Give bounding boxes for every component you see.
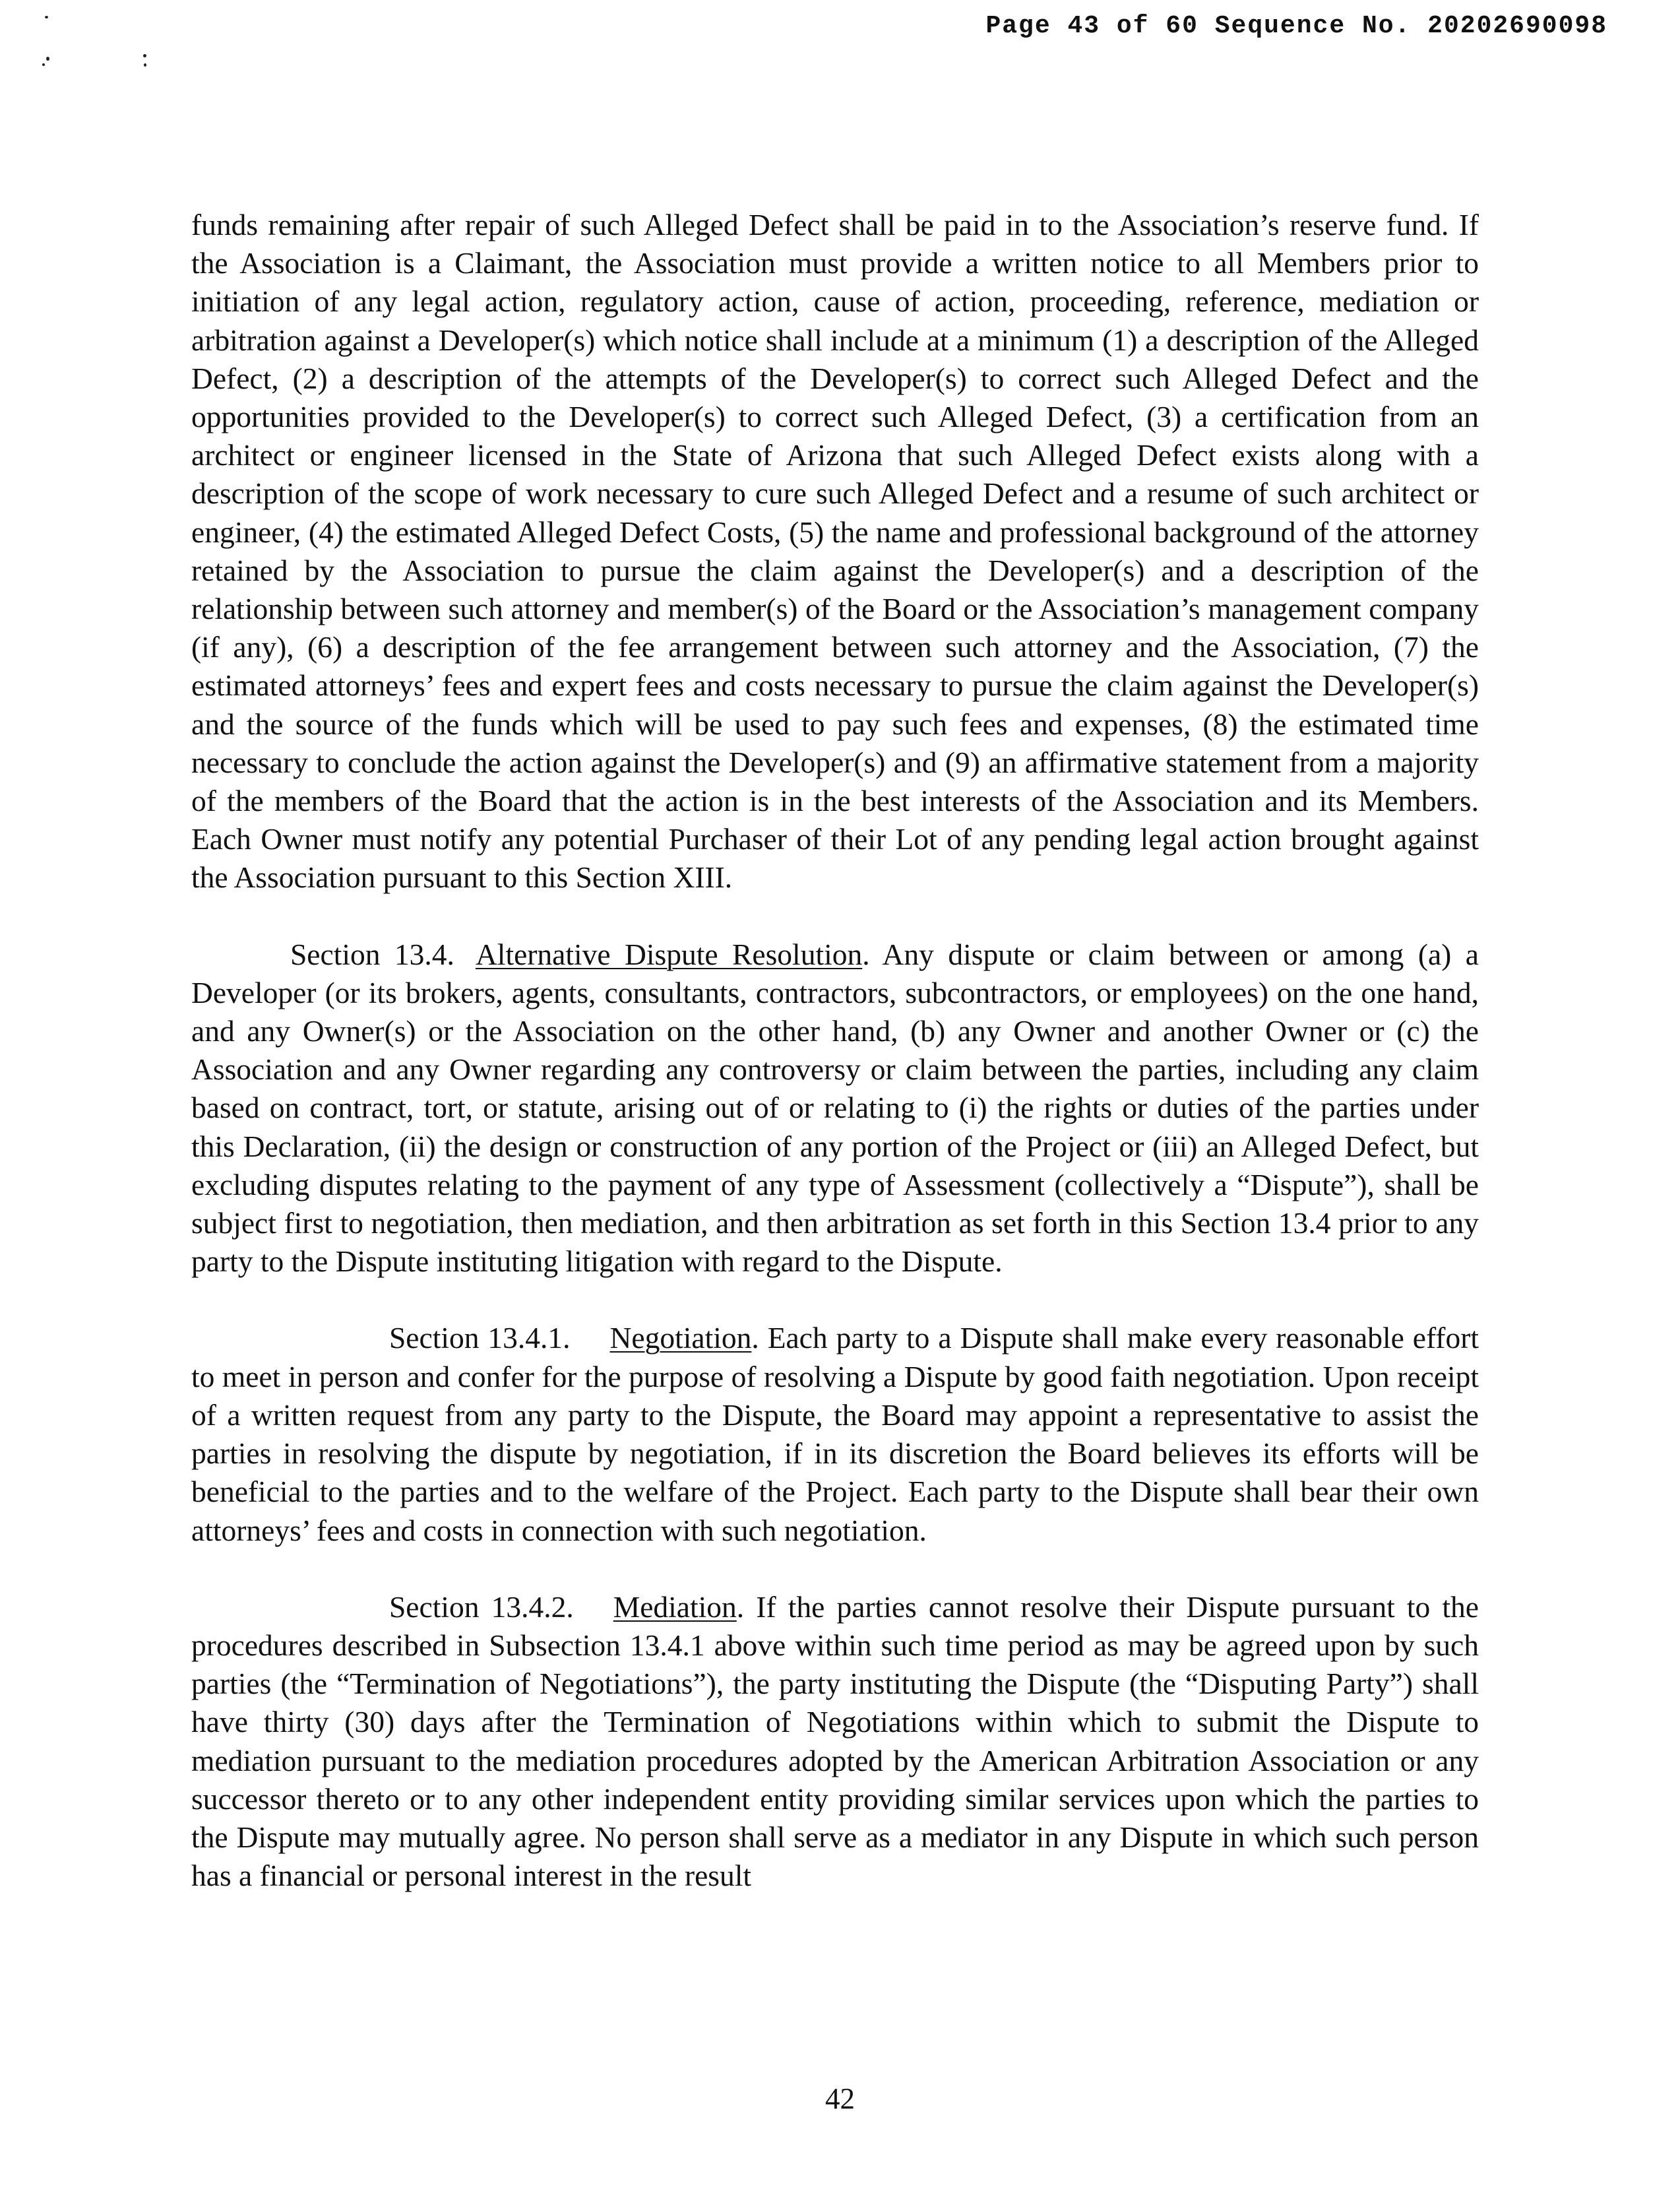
page-number: 42 [825, 2082, 855, 2115]
section-heading: Negotiation [609, 1321, 752, 1355]
section-text: . If the parties cannot resolve their Dispute pursuant to the procedures described in Subsection 13.4.1 above within such time period as may be agreed upon by such parties (the “Termination of Negotiations”), the party instituting the Dispute (the “Disputing Party”) shall have thirty (30) days after the Termination of Negotiations within which to submit the Dispute to mediation pursuant to the mediation procedures adopted by the American Arbitration Association or any successor thereto or to any other independent entity providing similar services upon which the parties to the Dispute may mutually agree. No person shall serve as a mediator in any Dispute in which such person has a financial or personal interest in the result [191, 1589, 1479, 1893]
section-13-4-1-paragraph [191, 1319, 1479, 1549]
scan-speck [144, 63, 146, 67]
page-sequence-header: Page 43 of 60 Sequence No. 20202690098 [985, 12, 1607, 40]
section-label: Section 13.4.2. [389, 1589, 574, 1624]
section-text: . Any dispute or claim between or among (a) a Developer (or its brokers, agents, consultants, contractors, subcontractors, or employees) on the one hand, and any Owner(s) or the Association on the other hand, (b) any Owner and another Owner or (c) the Association and any Owner regarding any controversy or claim between the parties, including any claim based on contract, tort, or statute, arising out of or relating to (i) the rights or duties of the parties under this Declaration, (ii) the design or construction of any portion of the Project or (iii) an Alleged Defect, but excluding disputes relating to the payment of any type of Assessment (collectively a “Dispute”), shall be subject first to negotiation, then mediation, and then arbitration as set forth in this Section 13.4 prior to any party to the Dispute instituting litigation with regard to the Dispute. [191, 937, 1479, 1279]
paragraph-alleged-defect-notice: funds remaining after repair of such Alleged Defect shall be paid in to the Association’s reserve fund. If the Association is a Claimant, the Association must provide a written notice to all Members prior to initiation of any legal action, regulatory action, cause of action, proceeding, reference, mediation or arbitration against a Developer(s) which notice shall include at a minimum (1) a description of the Alleged Defect, (2) a description of the attempts of the Developer(s) to correct such Alleged Defect and the opportunities provided to the Developer(s) to correct such Alleged Defect, (3) a certification from an architect or engineer licensed in the State of Arizona that such Alleged Defect exists along with a description of the scope of work necessary to cure such Alleged Defect and a resume of such architect or engineer, (4) the estimated Alleged Defect Costs, (5) the name and professional background of the attorney retained by the Association to pursue the claim against the Developer(s) and a description of the relationship between such attorney and member(s) of the Board or the Association’s management company (if any), (6) a description of the fee arrangement between such attorney and the Association, (7) the estimated attorneys’ fees and expert fees and costs necessary to pursue the claim against the Developer(s) and the source of the funds which will be used to pay such fees and expenses, (8) the estimated time necessary to conclude the action against the Developer(s) and (9) an affirmative statement from a majority of the members of the Board that the action is in the best interests of the Association and its Members. Each Owner must notify any potential Purchaser of their Lot of any pending legal action brought against the Association pursuant to this Section XIII. [191, 208, 1479, 895]
section-heading: Alternative Dispute Resolution [475, 937, 863, 971]
scan-speck [143, 54, 146, 57]
section-label: Section 13.4.1. [389, 1321, 571, 1355]
section-13-4-2-paragraph [191, 1588, 1479, 1896]
scan-speck [42, 63, 45, 66]
section-label: Section 13.4. [290, 937, 454, 971]
section-13-4-paragraph [191, 936, 1479, 1281]
scan-speck [45, 16, 48, 18]
section-text: . Each party to a Dispute shall make every reasonable effort to meet in person and confer for the purpose of resolving a Dispute by good faith negotiation. Upon receipt of a written request from any party to the Dispute, the Board may appoint a representative to assist the parties in resolving the dispute by negotiation, if in its discretion the Board believes its efforts will be beneficial to the parties and to the welfare of the Project. Each party to the Dispute shall bear their own attorneys’ fees and costs in connection with such negotiation. [191, 1321, 1479, 1547]
section-heading: Mediation [613, 1589, 737, 1624]
scan-speck [46, 57, 49, 61]
document-body [191, 206, 1479, 1933]
